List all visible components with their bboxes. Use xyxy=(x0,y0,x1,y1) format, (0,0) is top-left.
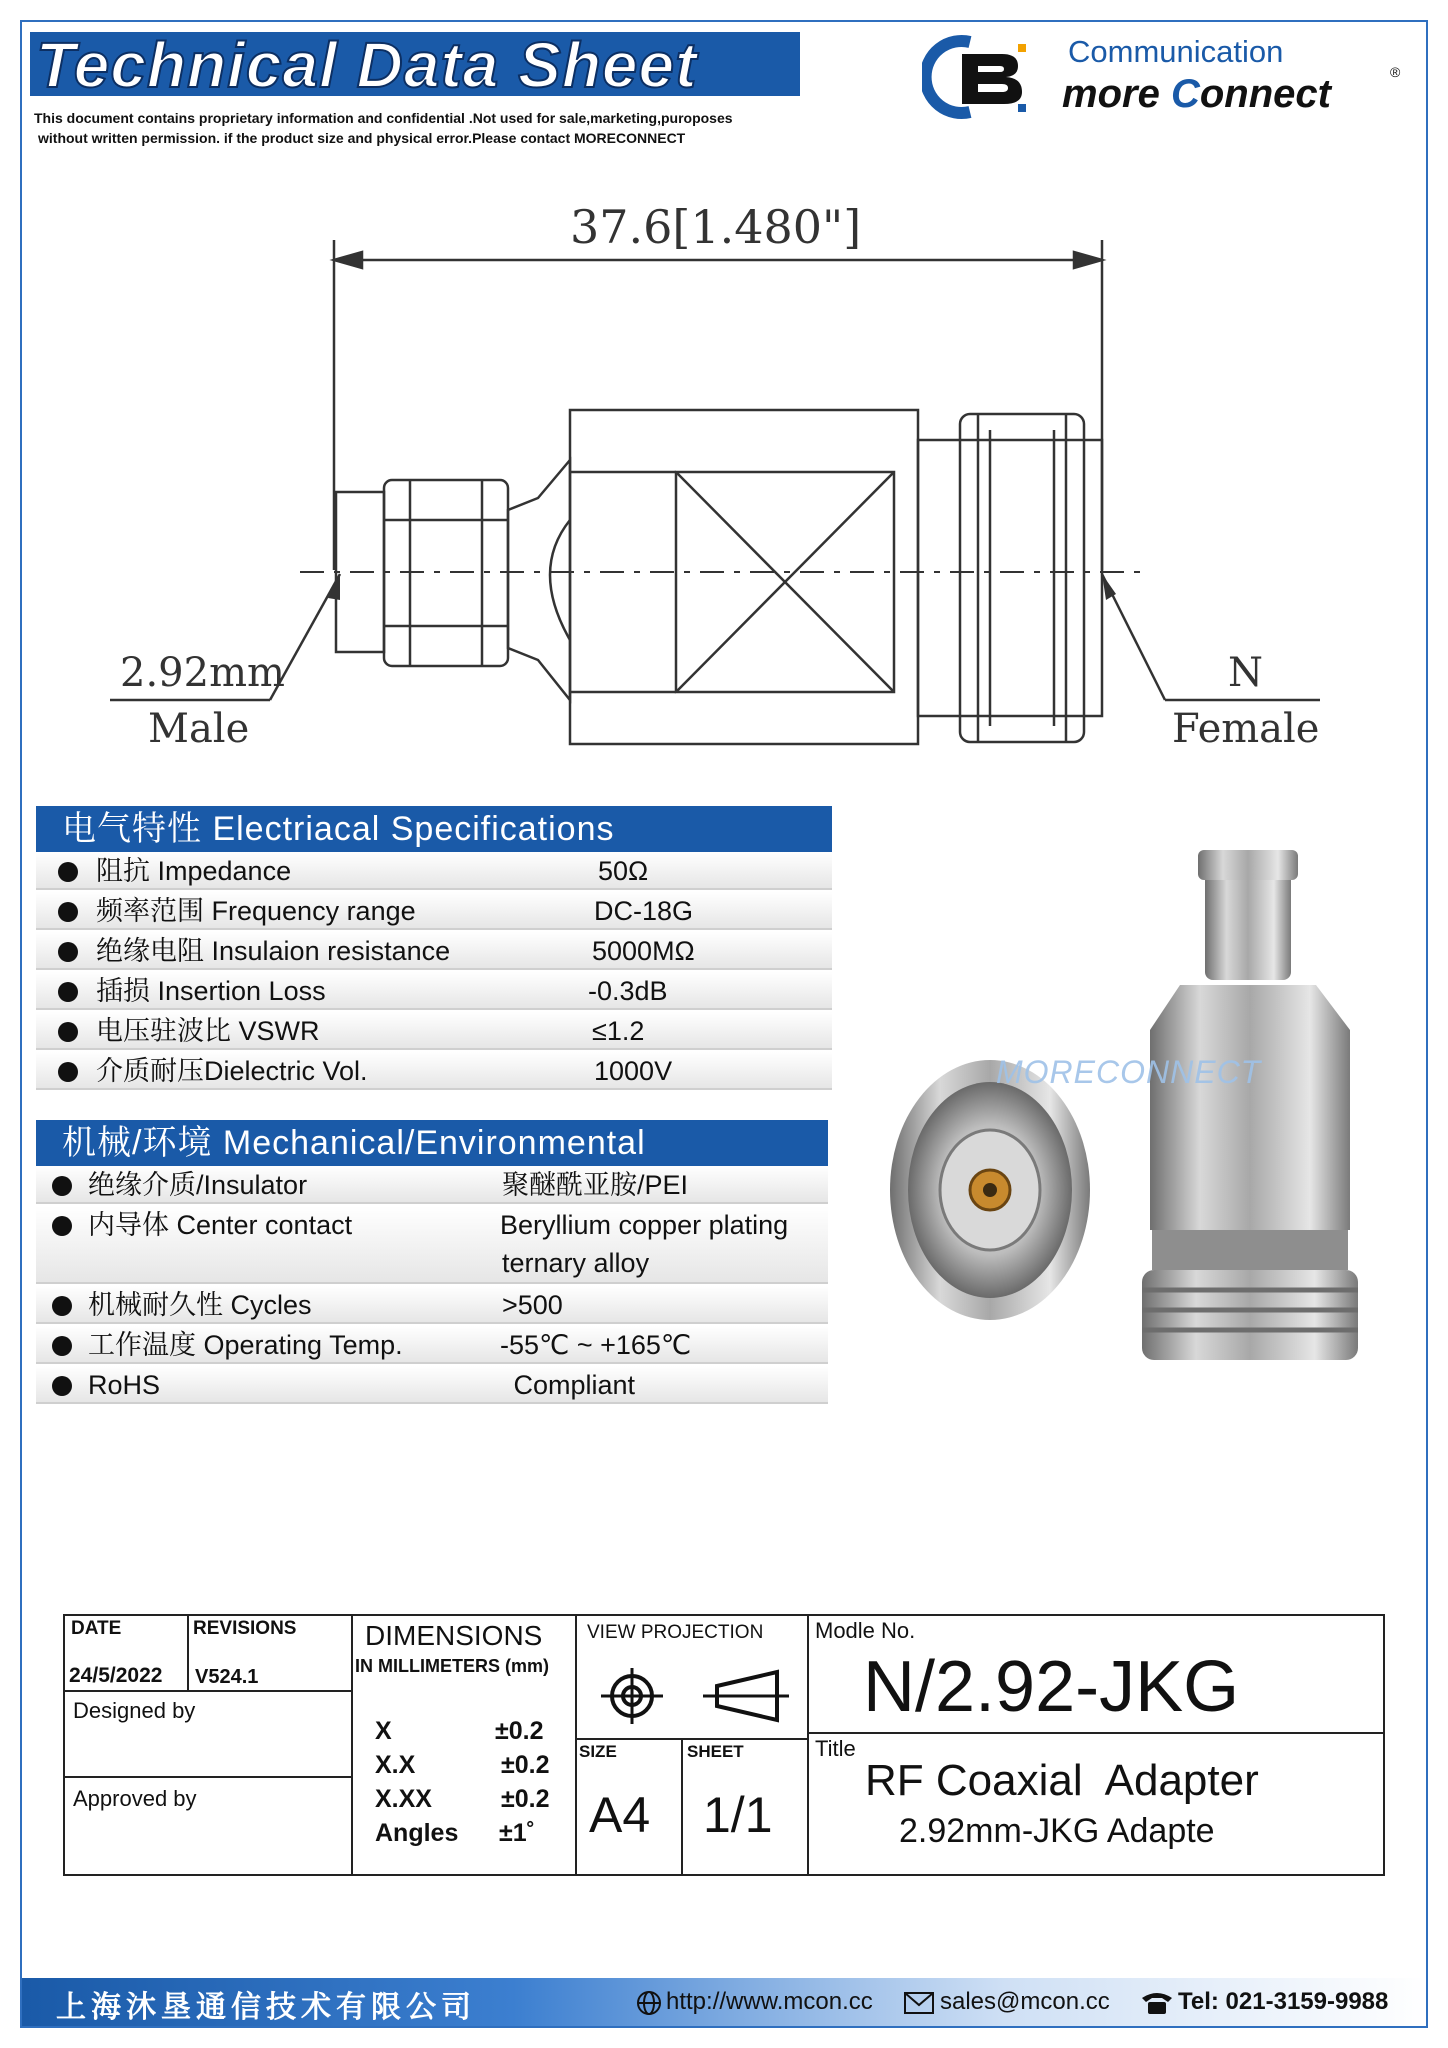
spec-label: 插损 Insertion Loss xyxy=(96,976,326,1006)
tolerance-angles: Angles xyxy=(375,1819,459,1847)
spec-label: 内导体 Center contact xyxy=(88,1210,353,1240)
bullet-icon xyxy=(58,1062,78,1082)
spec-label: 频率范围 Frequency range xyxy=(96,896,416,926)
spec-label: 工作温度 Operating Temp. xyxy=(88,1330,403,1360)
spec-row-impedance xyxy=(36,852,832,890)
tolerance-xxx: X.XX xyxy=(375,1785,432,1813)
spec-label: 阻抗 Impedance xyxy=(96,856,292,886)
website-link[interactable]: http://www.mcon.cc xyxy=(666,1988,873,2015)
product-subtitle: 2.92mm-JKG Adapte xyxy=(899,1812,1215,1850)
spec-label: 电压驻波比 VSWR xyxy=(96,1016,320,1046)
sheet-label: SHEET xyxy=(687,1742,744,1761)
spec-row-frequency xyxy=(36,892,832,930)
disclaimer-line-1: This document contains proprietary information and confidential .Not used for sale,marketing,puroposes xyxy=(34,110,733,126)
female-type-label: N xyxy=(1228,650,1263,696)
electrical-heading: 电气特性 Electriacal Specifications xyxy=(36,806,832,852)
brand-communication: Communication xyxy=(1068,34,1284,69)
bullet-icon xyxy=(52,1216,72,1236)
spec-row-center-contact xyxy=(36,1206,828,1284)
bullet-icon xyxy=(58,982,78,1002)
spec-row-vswr xyxy=(36,1012,832,1050)
spec-value: -0.3dB xyxy=(588,976,668,1006)
view-projection-label: VIEW PROJECTION xyxy=(587,1622,764,1643)
spec-value: ≤1.2 xyxy=(592,1016,645,1046)
revisions-label: REVISIONS xyxy=(193,1618,297,1639)
spec-value: 1000V xyxy=(594,1056,673,1086)
brand-more: more xyxy=(1062,72,1171,116)
brand-connect-rest: onnect xyxy=(1199,72,1331,116)
male-size-label: 2.92mm xyxy=(120,650,285,696)
overall-length-dimension: 37.6[1.480"] xyxy=(570,200,862,254)
date-label: DATE xyxy=(71,1618,122,1639)
spec-value: 聚醚酰亚胺/PEI xyxy=(502,1170,689,1200)
spec-value: 50Ω xyxy=(598,856,649,886)
mail-icon xyxy=(904,1992,934,2014)
bullet-icon xyxy=(58,942,78,962)
tolerance-x: X xyxy=(375,1717,392,1745)
bullet-icon xyxy=(52,1376,72,1396)
female-label: Female xyxy=(1172,706,1320,752)
revisions-value: V524.1 xyxy=(195,1666,259,1688)
spec-row-operating-temp xyxy=(36,1326,828,1364)
tolerance-angles-value: ±1˚ xyxy=(499,1819,535,1847)
connector-drawing xyxy=(110,190,1340,770)
dimensions-unit: IN MILLIMETERS (mm) xyxy=(355,1656,549,1676)
company-name: 上海沐垦通信技术有限公司 xyxy=(56,1991,476,2024)
projection-circle-icon xyxy=(599,1666,665,1726)
phone-icon xyxy=(1140,1990,1174,2016)
tolerance-xxx-value: ±0.2 xyxy=(501,1785,550,1813)
spec-value: Beryllium copper plating xyxy=(500,1210,789,1240)
spec-row-insulation-resistance xyxy=(36,932,832,970)
spec-label: 绝缘电阻 Insulaion resistance xyxy=(96,936,451,966)
date-value: 24/5/2022 xyxy=(69,1664,163,1687)
bullet-icon xyxy=(52,1336,72,1356)
male-label: Male xyxy=(148,706,250,752)
spec-value: DC-18G xyxy=(594,896,694,926)
spec-row-insulator xyxy=(36,1166,828,1204)
spec-label: 介质耐压Dielectric Vol. xyxy=(96,1056,368,1086)
sheet-value: 1/1 xyxy=(703,1787,773,1843)
spec-label: 机械耐久性 Cycles xyxy=(88,1290,312,1320)
company-logo-icon xyxy=(922,34,1040,120)
product-title: RF Coaxial Adapter xyxy=(865,1756,1259,1805)
tolerance-keys xyxy=(375,1714,458,1850)
disclaimer xyxy=(34,108,824,148)
disclaimer-line-2: without written permission. if the product size and physical error.Please contact MORECONNECT xyxy=(38,130,686,146)
spec-label: 绝缘介质/Insulator xyxy=(88,1170,308,1200)
model-label: Modle No. xyxy=(815,1618,916,1643)
photo-watermark: MORECONNECT xyxy=(996,1054,1262,1090)
mechanical-heading: 机械/环境 Mechanical/Environmental xyxy=(36,1120,828,1166)
projection-cone-icon xyxy=(701,1668,791,1724)
spec-row-dielectric xyxy=(36,1052,832,1090)
bullet-icon xyxy=(58,1022,78,1042)
spec-row-insertion-loss xyxy=(36,972,832,1010)
bullet-icon xyxy=(52,1176,72,1196)
model-number: N/2.92-JKG xyxy=(863,1647,1240,1727)
tolerance-xx-value: ±0.2 xyxy=(501,1751,550,1779)
spec-value: 5000MΩ xyxy=(592,936,695,966)
tolerance-x-value: ±0.2 xyxy=(495,1717,544,1745)
spec-label: RoHS xyxy=(88,1370,161,1400)
designed-by-label: Designed by xyxy=(73,1698,196,1723)
spec-value-continued: ternary alloy xyxy=(502,1248,650,1278)
size-value: A4 xyxy=(589,1787,651,1843)
email-link[interactable]: sales@mcon.cc xyxy=(940,1988,1110,2015)
document-title: Technical Data Sheet xyxy=(36,29,698,101)
telephone: Tel: 021-3159-9988 xyxy=(1178,1988,1389,2015)
spec-value: >500 xyxy=(502,1290,563,1320)
spec-row-rohs xyxy=(36,1366,828,1404)
spec-value: Compliant xyxy=(506,1370,636,1400)
bullet-icon xyxy=(52,1296,72,1316)
globe-icon xyxy=(636,1990,662,2016)
tolerance-xx: X.X xyxy=(375,1751,416,1779)
bullet-icon xyxy=(58,902,78,922)
approved-by-label: Approved by xyxy=(73,1786,197,1811)
bullet-icon xyxy=(58,862,78,882)
tolerance-values xyxy=(495,1714,549,1850)
title-block xyxy=(63,1614,1385,1876)
spec-row-cycles xyxy=(36,1286,828,1324)
dimensions-label: DIMENSIONS xyxy=(365,1620,543,1651)
title-label: Title xyxy=(815,1736,856,1761)
brand-more-connect xyxy=(1062,72,1331,117)
registered-mark: ® xyxy=(1390,64,1401,80)
size-label: SIZE xyxy=(579,1742,617,1761)
spec-value: -55℃ ~ +165℃ xyxy=(500,1330,692,1360)
brand-connect-initial: C xyxy=(1170,72,1200,116)
